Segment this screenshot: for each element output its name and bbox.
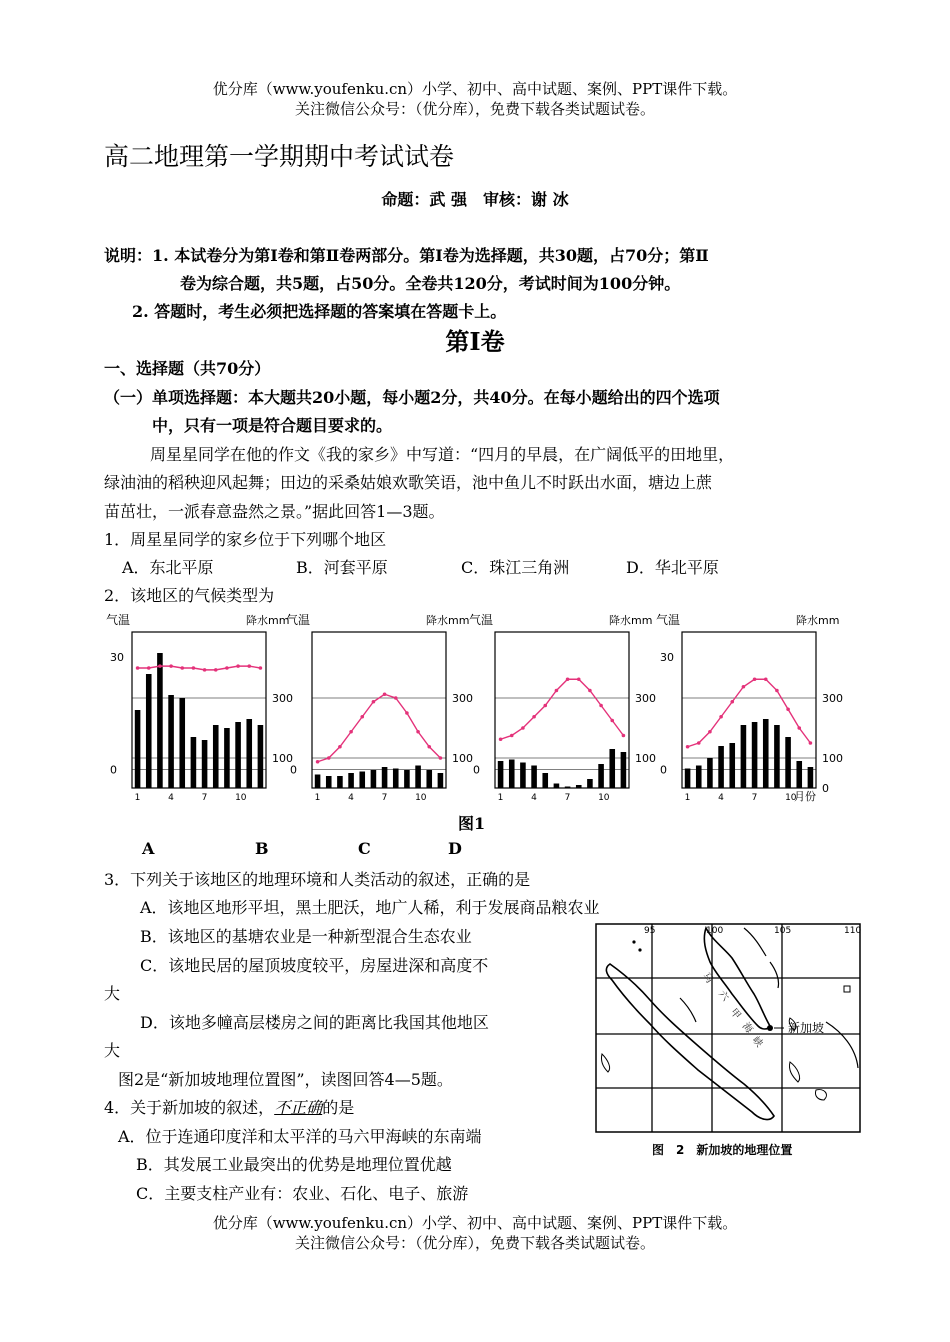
month-tick-label: 1 xyxy=(134,793,141,803)
precip-bar xyxy=(168,695,174,788)
month-tick-label: 10 xyxy=(785,793,797,803)
month-tick-label: 7 xyxy=(751,793,758,803)
strait-char: 甲 xyxy=(727,1006,743,1022)
temp-point xyxy=(416,730,420,734)
temp-point xyxy=(686,745,690,749)
temp-point xyxy=(809,741,813,745)
precip-bar xyxy=(621,752,627,788)
precip-bar xyxy=(718,746,724,788)
precip-bar xyxy=(202,740,208,788)
plot-frame xyxy=(495,632,629,788)
temp-point xyxy=(697,741,701,745)
temp-point xyxy=(236,664,240,668)
temp-tick-label: 0 xyxy=(473,763,480,777)
instructions-line-2: 卷为综合题，共5题，占50分。全卷共120分，考试时间为100分钟。 xyxy=(180,274,681,293)
precip-tick-label: 300 xyxy=(272,692,293,705)
month-tick-label: 10 xyxy=(415,793,427,803)
part1-heading: 一、选择题（共70分） xyxy=(104,359,271,378)
precip-bar xyxy=(609,749,615,788)
precip-bar xyxy=(785,737,791,788)
strait-char: 海 xyxy=(739,1020,755,1036)
plot-frame xyxy=(682,632,816,788)
q4-option-c: C．主要支柱产业有：农业、石化、电子、旅游 xyxy=(136,1184,469,1203)
strait-char: 马 xyxy=(699,970,715,986)
q2-stem: 2．该地区的气候类型为 xyxy=(104,586,275,605)
month-tick-label: 1 xyxy=(497,793,504,803)
temp-point xyxy=(427,745,431,749)
precip-bar xyxy=(426,770,432,788)
temp-point xyxy=(742,685,746,689)
month-axis-label: 月份 xyxy=(794,790,816,803)
q1-option-a: A．东北平原 xyxy=(122,558,214,577)
temp-point xyxy=(532,715,536,719)
map-island xyxy=(638,948,641,951)
panel-label-a: A xyxy=(142,839,155,858)
month-tick-label: 7 xyxy=(201,793,208,803)
temp-point xyxy=(405,711,409,715)
temp-point xyxy=(566,677,570,681)
precip-bar xyxy=(542,773,548,788)
month-tick-label: 7 xyxy=(564,793,571,803)
month-tick-label: 7 xyxy=(381,793,388,803)
temp-point xyxy=(797,726,801,730)
precip-bar xyxy=(598,764,604,788)
temp-point xyxy=(180,666,184,670)
q3-option-c-line-2: 大 xyxy=(104,984,121,1003)
strait-char: 六 xyxy=(715,988,731,1004)
figure1-caption: 图1 xyxy=(458,814,486,833)
temp-point xyxy=(764,677,768,681)
temp-line xyxy=(501,679,624,739)
header-line-2: 关注微信公众号：（优分库），免费下载各类试题试卷。 xyxy=(294,100,655,118)
precip-axis-label: 降水mm xyxy=(426,614,470,627)
temp-point xyxy=(439,756,443,760)
q4-emphasis: 不正确 xyxy=(274,1098,323,1117)
precip-bar xyxy=(808,767,814,788)
precip-axis-label: 降水mm xyxy=(246,614,290,627)
precip-bar xyxy=(415,766,421,789)
lon-label: 100 xyxy=(706,926,724,936)
temp-point xyxy=(577,677,581,681)
month-tick-label: 4 xyxy=(348,793,354,803)
precip-bar xyxy=(752,722,758,788)
precip-bar xyxy=(213,725,219,788)
footer-line-1: 优分库（www.youfenku.cn）小学、初中、高中试题、案例、PPT课件下载。 xyxy=(212,1214,738,1232)
temp-tick-label: 30 xyxy=(110,650,124,664)
precip-bar xyxy=(246,719,252,788)
temp-point xyxy=(775,689,779,693)
q3-option-b: B．该地区的基塘农业是一种新型混合生态农业 xyxy=(140,927,472,946)
temp-point xyxy=(147,666,151,670)
temp-point xyxy=(169,664,173,668)
temp-point xyxy=(786,707,790,711)
month-tick-label: 10 xyxy=(598,793,610,803)
temp-point xyxy=(360,715,364,719)
temp-axis-label: 气温 xyxy=(469,613,494,627)
precip-axis-label: 降水mm xyxy=(796,614,840,627)
q1-stem: 1．周星星同学的家乡位于下列哪个地区 xyxy=(104,530,387,549)
q4-stem xyxy=(104,1095,354,1118)
temp-tick-label: 0 xyxy=(290,763,297,777)
temp-tick-label: 0 xyxy=(110,763,117,777)
precip-bar xyxy=(359,772,365,789)
map-island xyxy=(632,940,635,943)
precip-bar xyxy=(774,725,780,788)
precip-bar xyxy=(135,710,141,788)
precip-bar xyxy=(520,763,526,789)
q3-option-c-line-1: C．该地民居的屋顶坡度较平，房屋进深和高度不 xyxy=(140,956,489,975)
temp-point xyxy=(719,715,723,719)
passage-line-3: 苗茁壮，一派春意盎然之景。”据此回答1—3题。 xyxy=(104,502,445,521)
precip-bar xyxy=(258,725,264,788)
temp-point xyxy=(521,726,525,730)
temp-point xyxy=(338,745,342,749)
precip-tick-label: 100 xyxy=(635,752,656,765)
precip-bar xyxy=(565,787,571,789)
q4-option-b: B．其发展工业最突出的优势是地理位置优越 xyxy=(136,1155,452,1174)
q1-option-b: B．河套平原 xyxy=(296,558,388,577)
month-tick-label: 4 xyxy=(531,793,537,803)
temp-point xyxy=(753,677,757,681)
temp-point xyxy=(372,700,376,704)
temp-point xyxy=(730,700,734,704)
temp-tick-label: 30 xyxy=(660,650,674,664)
instructions-line-1: 说明：1. 本试卷分为第Ⅰ卷和第Ⅱ卷两部分。第Ⅰ卷为选择题，共30题，占70分；第Ⅱ xyxy=(104,246,709,265)
panel-label-b: B xyxy=(255,839,269,858)
precip-bar xyxy=(404,770,410,788)
temp-point xyxy=(225,666,229,670)
temp-point xyxy=(708,730,712,734)
precip-bar xyxy=(498,761,504,788)
q1-option-d: D．华北平原 xyxy=(626,558,719,577)
precip-bar xyxy=(707,758,713,788)
figure2-intro: 图2是“新加坡地理位置图”，读图回答4—5题。 xyxy=(118,1070,453,1089)
precip-bar xyxy=(576,785,582,788)
precip-bar xyxy=(554,784,560,789)
temp-axis-label: 气温 xyxy=(656,613,681,627)
precip-bar xyxy=(191,737,197,788)
footer-line-2: 关注微信公众号：（优分库），免费下载各类试题试卷。 xyxy=(294,1234,655,1252)
panel-label-c: C xyxy=(358,839,371,858)
precip-bar xyxy=(763,719,769,788)
singapore-marker xyxy=(767,1025,773,1031)
precip-tick-label: 100 xyxy=(452,752,473,765)
temp-point xyxy=(499,737,503,741)
page-title: 高二地理第一学期期中考试试卷 xyxy=(104,142,455,171)
precip-bar xyxy=(382,767,388,788)
month-tick-label: 1 xyxy=(314,793,321,803)
temp-point xyxy=(327,756,331,760)
precip-bar xyxy=(729,743,735,788)
temp-point xyxy=(316,760,320,764)
precip-bar xyxy=(235,722,241,788)
lon-label: 95 xyxy=(644,926,656,936)
authors: 命题：武 强 审核：谢 冰 xyxy=(381,190,569,209)
precip-bar xyxy=(315,775,321,789)
temp-point xyxy=(599,704,603,708)
figure2-caption: 图 2 新加坡的地理位置 xyxy=(652,1143,793,1157)
panel-label-d: D xyxy=(448,839,462,858)
part1-sub-line-1: （一）单项选择题：本大题共20小题，每小题2分，共40分。在每小题给出的四个选项 xyxy=(104,388,720,407)
temp-point xyxy=(622,734,626,738)
precip-bar xyxy=(157,653,163,788)
precip-bar xyxy=(326,776,332,788)
q4-stem-c: 的是 xyxy=(322,1098,355,1117)
temp-point xyxy=(543,704,547,708)
temp-point xyxy=(214,668,218,672)
precip-tick-label: 300 xyxy=(452,692,473,705)
temp-axis-label: 气温 xyxy=(286,613,311,627)
part1-sub-line-2: 中，只有一项是符合题目要求的。 xyxy=(152,416,393,435)
passage-line-2: 绿油油的稻秧迎风起舞；田边的采桑姑娘欢歌笑语，池中鱼儿不时跃出水面，塘边上蔗 xyxy=(104,473,713,492)
temp-point xyxy=(394,696,398,700)
temp-point xyxy=(259,666,263,670)
month-tick-label: 1 xyxy=(684,793,691,803)
month-tick-label: 4 xyxy=(718,793,724,803)
header-line-1: 优分库（www.youfenku.cn）小学、初中、高中试题、案例、PPT课件下载。 xyxy=(212,80,738,98)
q1-option-c: C．珠江三角洲 xyxy=(461,558,570,577)
precip-bar xyxy=(348,773,354,788)
figure2-map xyxy=(594,922,870,1164)
temp-point xyxy=(158,664,162,668)
precip-bar xyxy=(696,766,702,789)
precip-bar xyxy=(224,728,230,788)
temp-point xyxy=(349,730,353,734)
precip-bar xyxy=(393,769,399,789)
temp-point xyxy=(136,666,140,670)
temp-line xyxy=(688,679,811,747)
temp-point xyxy=(203,668,207,672)
q3-stem: 3．下列关于该地区的地理环境和人类活动的叙述，正确的是 xyxy=(104,870,531,889)
month-tick-label: 10 xyxy=(235,793,247,803)
temp-tick-label: 0 xyxy=(660,763,667,777)
temp-point xyxy=(383,692,387,696)
precip-bar xyxy=(146,674,152,788)
figure1-charts xyxy=(100,608,843,808)
precip-bar xyxy=(509,760,515,789)
passage-line-1: 周星星同学在他的作文《我的家乡》中写道：“四月的早晨，在广阔低平的田地里， xyxy=(150,445,735,464)
precip-tick-label: 100 xyxy=(272,752,293,765)
lon-label: 110 xyxy=(844,926,862,936)
temp-point xyxy=(510,734,514,738)
precip-bar xyxy=(587,779,593,788)
temp-point xyxy=(588,689,592,693)
temp-point xyxy=(610,719,614,723)
precip-tick-label: 0 xyxy=(822,782,829,795)
q4-option-a: A．位于连通印度洋和太平洋的马六甲海峡的东南端 xyxy=(118,1127,482,1146)
temp-point xyxy=(247,664,251,668)
precip-bar xyxy=(796,761,802,788)
temp-point xyxy=(192,666,196,670)
precip-tick-label: 100 xyxy=(822,752,843,765)
q3-option-d-line-2: 大 xyxy=(104,1041,121,1060)
temp-point xyxy=(555,689,559,693)
section-title: 第Ⅰ卷 xyxy=(445,327,505,356)
q4-stem-a: 4．关于新加坡的叙述， xyxy=(104,1098,275,1117)
q3-option-a: A．该地区地形平坦，黑土肥沃，地广人稀，利于发展商品粮农业 xyxy=(140,898,600,917)
precip-bar xyxy=(179,698,185,788)
precip-tick-label: 300 xyxy=(822,692,843,705)
temp-axis-label: 气温 xyxy=(106,613,131,627)
temp-line xyxy=(138,666,261,670)
precip-bar xyxy=(531,766,537,789)
precip-bar xyxy=(337,776,343,788)
instructions-line-3: 2. 答题时，考生必须把选择题的答案填在答题卡上。 xyxy=(132,302,507,321)
q3-option-d-line-1: D．该地多幢高层楼房之间的距离比我国其他地区 xyxy=(140,1013,489,1032)
temp-line xyxy=(318,694,441,762)
precip-axis-label: 降水mm xyxy=(609,614,653,627)
plot-frame xyxy=(132,632,266,788)
precip-bar xyxy=(741,725,747,788)
lon-label: 105 xyxy=(774,926,792,936)
precip-bar xyxy=(371,770,377,788)
singapore-label: 新加坡 xyxy=(788,1021,825,1035)
plot-frame xyxy=(312,632,446,788)
precip-tick-label: 300 xyxy=(635,692,656,705)
precip-bar xyxy=(685,769,691,789)
strait-char: 峡 xyxy=(749,1034,765,1050)
month-tick-label: 4 xyxy=(168,793,174,803)
precip-bar xyxy=(438,773,444,788)
